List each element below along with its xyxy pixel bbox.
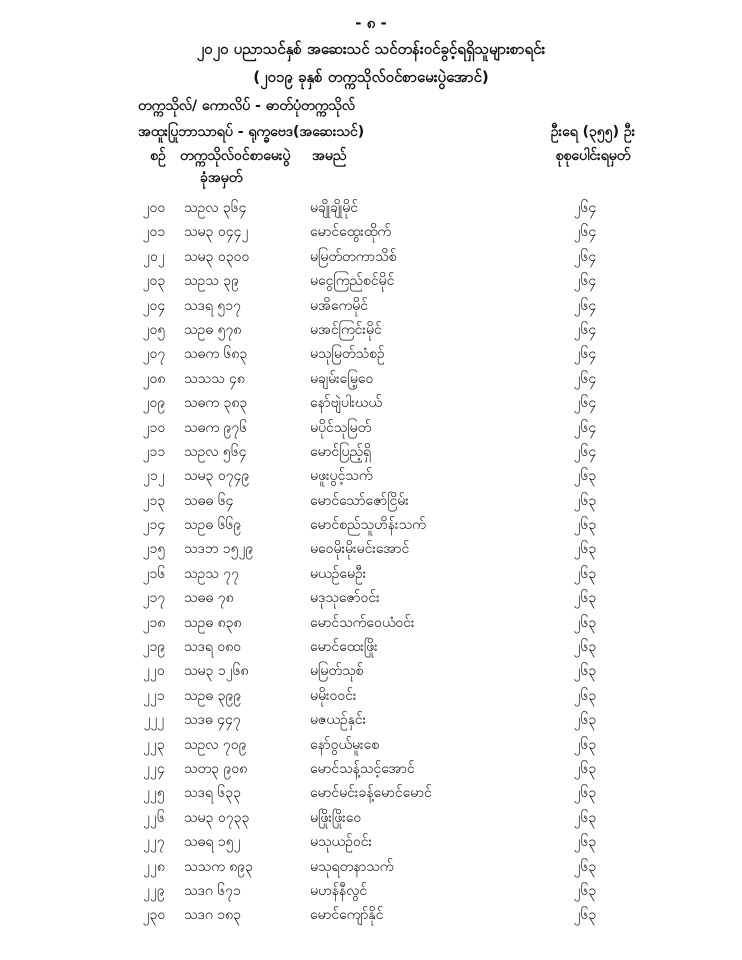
total-mark: ၂၆၃ (573, 517, 597, 534)
row-number: ၂၀၇ (142, 346, 166, 363)
roll-number: သတ၃ ၉၀၈ (184, 760, 248, 777)
roll-number: သဓက ၉၇၆ (184, 419, 248, 436)
student-name: မသုယဉ်ဝင်း (310, 834, 373, 851)
row-number: ၂၀၄ (142, 297, 166, 314)
table-row (0, 464, 742, 488)
total-mark: ၂၆၃ (573, 687, 597, 704)
student-name: နော်ဗျဲပါးဃယ် (310, 395, 383, 412)
table-row (0, 879, 742, 903)
student-name: မအိကေမိုင် (310, 297, 368, 314)
roll-number: သဥဓ ၅၇၈ (184, 321, 242, 338)
table-row (0, 586, 742, 610)
table-row (0, 245, 742, 269)
student-name: မောင်စည်သူဟိန်းသက် (310, 517, 426, 534)
university-label: တက္ကသိုလ်/ ကောလိပ် - ဓာတ်ပုံတက္ကသိုလ် (138, 98, 355, 114)
column-header-name: အမည် (312, 148, 347, 164)
roll-number: သဒဓ ၄၄၇ (184, 712, 241, 729)
roll-number: သသက ၈၉၃ (184, 858, 253, 875)
row-number: ၂၁၄ (142, 517, 166, 534)
student-name: မသုမြတ်သံစဉ် (310, 346, 385, 363)
row-number: ၂၁၉ (142, 639, 166, 656)
total-mark: ၂၆၄ (573, 224, 597, 241)
student-name: မောင်ထွေးထိုက် (310, 224, 392, 241)
table-row (0, 757, 742, 781)
table-row (0, 903, 742, 927)
roll-number: သမ၃ ၀၇၄၉ (184, 468, 250, 485)
roll-number: သဓက ၆၈၃ (184, 346, 248, 363)
column-header-no: စဉ် (150, 148, 166, 164)
student-name: မောင်မင်းခန့်မောင်မောင် (310, 785, 432, 802)
row-number: ၂၂၆ (143, 809, 165, 826)
table-row (0, 708, 742, 732)
roll-number: သဥဓ ၈၃၈ (184, 614, 242, 631)
row-number: ၂၀၃ (142, 273, 166, 290)
row-number: ၂၂၂ (143, 712, 165, 729)
table-row (0, 318, 742, 342)
table-row (0, 416, 742, 440)
page-number: - ၈ - (355, 14, 387, 32)
total-mark: ၂၆၃ (573, 882, 597, 899)
roll-number: သမ၃ ၀၄၄၂ (184, 224, 249, 241)
student-name: မဖြိုးဖြိုးဝေ (310, 809, 362, 826)
roll-number: သဒဘ ၁၅၂၉ (184, 541, 254, 558)
row-number: ၂၂၅ (143, 785, 165, 802)
total-mark: ၂၆၃ (573, 858, 597, 875)
total-mark: ၂၆၃ (573, 712, 597, 729)
row-number: ၂၁၂ (143, 468, 165, 485)
student-name: မောင်ကျော်နိုင် (310, 907, 384, 924)
row-number: ၂၀၈ (142, 370, 166, 387)
student-name: မောင်သက်ဝေယံဝင်း (310, 614, 415, 631)
total-mark: ၂၆၄ (573, 248, 597, 265)
row-number: ၂၂၈ (143, 858, 165, 875)
student-name: မမြတ်သုစ် (310, 663, 364, 680)
table-row (0, 220, 742, 244)
row-number: ၂၂၇ (143, 834, 165, 851)
table-row (0, 269, 742, 293)
total-mark: ၂၆၃ (573, 468, 597, 485)
row-number: ၂၀၂ (143, 248, 165, 265)
roll-number: သဓရ ၁၅၂ (184, 834, 241, 851)
table-row (0, 855, 742, 879)
table-row (0, 806, 742, 830)
table-row (0, 830, 742, 854)
row-number: ၂၀၀ (142, 200, 166, 216)
row-number: ၂၀၁ (142, 224, 166, 241)
table-row (0, 659, 742, 683)
total-mark: ၂၆၃ (573, 760, 597, 777)
total-mark: ၂၆၃ (573, 614, 597, 631)
column-header-mark: စုစုပေါင်းရမှတ် (555, 148, 631, 164)
row-number: ၂၁၁ (142, 443, 166, 460)
table-row (0, 635, 742, 659)
quota-label: ဦးရေ (၃၅၅) ဦး (550, 124, 636, 140)
table-row (0, 513, 742, 537)
row-number: ၂၁၈ (142, 614, 166, 631)
row-number: ၂၂၃ (143, 736, 165, 753)
total-mark: ၂၆၄ (573, 321, 597, 338)
total-mark: ၂၆၃ (573, 809, 597, 826)
total-mark: ၂၆၃ (573, 736, 597, 753)
student-name: မဇယဉ်နှင်း (310, 712, 367, 729)
row-number: ၂၂၉ (143, 882, 165, 899)
roll-number: သဒဂ ၁၈၃ (184, 907, 242, 924)
student-name: နော်ဝွယ်မူးစေ (310, 736, 380, 753)
total-mark: ၂၆၄ (573, 443, 597, 460)
total-mark: ၂၆၃ (573, 590, 597, 607)
total-mark: ၂၆၄ (573, 297, 597, 314)
table-row (0, 440, 742, 464)
student-name: မဒုသုဇော်ဝင်း (310, 590, 380, 607)
table-row (0, 342, 742, 366)
table-row (0, 367, 742, 391)
table-row (0, 611, 742, 635)
row-number: ၂၁၀ (142, 419, 166, 436)
row-number: ၂၂၄ (143, 760, 165, 777)
results-table (0, 196, 742, 928)
student-name: မငွေကြည်စင်မိုင် (310, 273, 395, 290)
roll-number: သဥလ ၇၀၉ (184, 736, 247, 753)
student-name: မဝေမိုးမိုးမင်းအောင် (310, 541, 410, 558)
total-mark: ၂၆၃ (573, 907, 597, 924)
total-mark: ၂၆၄ (573, 419, 597, 436)
table-row (0, 489, 742, 513)
row-number: ၂၃၀ (142, 907, 166, 924)
table-row (0, 781, 742, 805)
roll-number: သဥဓ ၃၉၉ (184, 687, 242, 704)
total-mark: ၂၆၃ (573, 492, 597, 509)
student-name: မမိုးဝဝင်း (310, 687, 357, 704)
row-number: ၂၀၉ (142, 395, 166, 412)
student-name: မအင်ကြင်းမိုင် (310, 321, 382, 338)
roll-number: သဥလ ၃၆၄ (184, 200, 247, 216)
roll-number: သသသ ၄၈ (184, 370, 245, 387)
table-row (0, 684, 742, 708)
student-name: မချမ်းမြေ့ဝေ (310, 370, 374, 387)
total-mark: ၂၆၃ (573, 639, 597, 656)
total-mark: ၂၆၄ (573, 370, 597, 387)
roll-number: သမ၃ ၀၇၃၃ (184, 809, 250, 826)
roll-number: သဓဓ ၆၄ (184, 492, 234, 509)
roll-number: သဒရ ၀၈၀ (184, 639, 242, 656)
total-mark: ၂၆၃ (573, 541, 597, 558)
student-name: မယဉ်မေဦး (310, 565, 367, 582)
row-number: ၂၂၁ (143, 687, 165, 704)
column-header-roll: တက္ကသိုလ်ဝင်စာမေးပွဲ (180, 148, 291, 164)
student-name: မမြတ်တကာသိစ် (310, 248, 397, 265)
row-number: ၂၁၅ (142, 541, 166, 558)
student-name: မပိုင်သုမြတ် (310, 419, 372, 436)
row-number: ၂၁၇ (142, 590, 166, 607)
row-number: ၂၂၀ (143, 663, 165, 680)
roll-number: သဥလ ၅၆၄ (184, 443, 247, 460)
total-mark: ၂၆၄ (573, 346, 597, 363)
table-row (0, 733, 742, 757)
total-mark: ၂၆၄ (573, 273, 597, 290)
roll-number: သဒဂ ၆၇၁ (184, 882, 241, 899)
student-name: မဖူးပွင့်သက် (310, 468, 373, 485)
student-name: မသုရတနာသက် (310, 858, 394, 875)
total-mark: ၂၆၄ (573, 395, 597, 412)
student-name: မချိုချိုမိုင် (310, 200, 358, 216)
student-name: မောင်သော်ဇော်ငြိမ်း (310, 492, 409, 509)
document-title: ၂၀၂၀ ပညာသင်နှစ် အဆေးသင် သင်တန်းဝင်ခွင့်ရရှိသူများစာရင်း (196, 40, 546, 58)
document-subtitle: (၂၀၁၉ ခုနှစ် တက္ကသိုလ်ဝင်စာမေးပွဲအောင်) (253, 68, 489, 86)
total-mark: ၂၆၃ (573, 565, 597, 582)
roll-number: သဓက ၃၈၃ (184, 395, 248, 412)
table-row (0, 537, 742, 561)
total-mark: ၂၆၃ (573, 834, 597, 851)
student-name: မောင်ပြည့်ရှိ (310, 443, 372, 460)
table-row (0, 391, 742, 415)
student-name: မဟန်နီလွင် (310, 882, 368, 899)
row-number: ၂၁၃ (142, 492, 166, 509)
roll-number: သဥသ ၃၉ (184, 273, 240, 290)
roll-number: သမ၃ ၁၂၆၈ (184, 663, 249, 680)
table-row (0, 294, 742, 318)
table-row (0, 562, 742, 586)
roll-number: သဒရ ၅၁၇ (184, 297, 241, 314)
row-number: ၂၁၆ (142, 565, 166, 582)
total-mark: ၂၆၃ (573, 785, 597, 802)
student-name: မောင်ထေးဖြိုး (310, 639, 378, 656)
roll-number: သမ၃ ၀၃၀၀ (184, 248, 250, 265)
row-number: ၂၀၅ (142, 321, 166, 338)
total-mark: ၂၆၄ (573, 200, 597, 216)
roll-number: သဓဓ ၇၈ (184, 590, 234, 607)
roll-number: သဒရ ၆၃၃ (184, 785, 241, 802)
total-mark: ၂၆၃ (573, 663, 597, 680)
table-row (0, 196, 742, 220)
roll-number: သဥဓ ၆၆၉ (184, 517, 242, 534)
subject-label: အထူးပြုဘာသာရပ် - ရုက္ခဗေဒ(အဆေးသင်) (138, 124, 365, 140)
roll-number: သဥသ ၇၇ (184, 565, 240, 582)
column-header-roll-sub: ခုံအမှတ် (200, 170, 243, 186)
student-name: မောင်သန့်သင့်အောင် (310, 760, 415, 777)
